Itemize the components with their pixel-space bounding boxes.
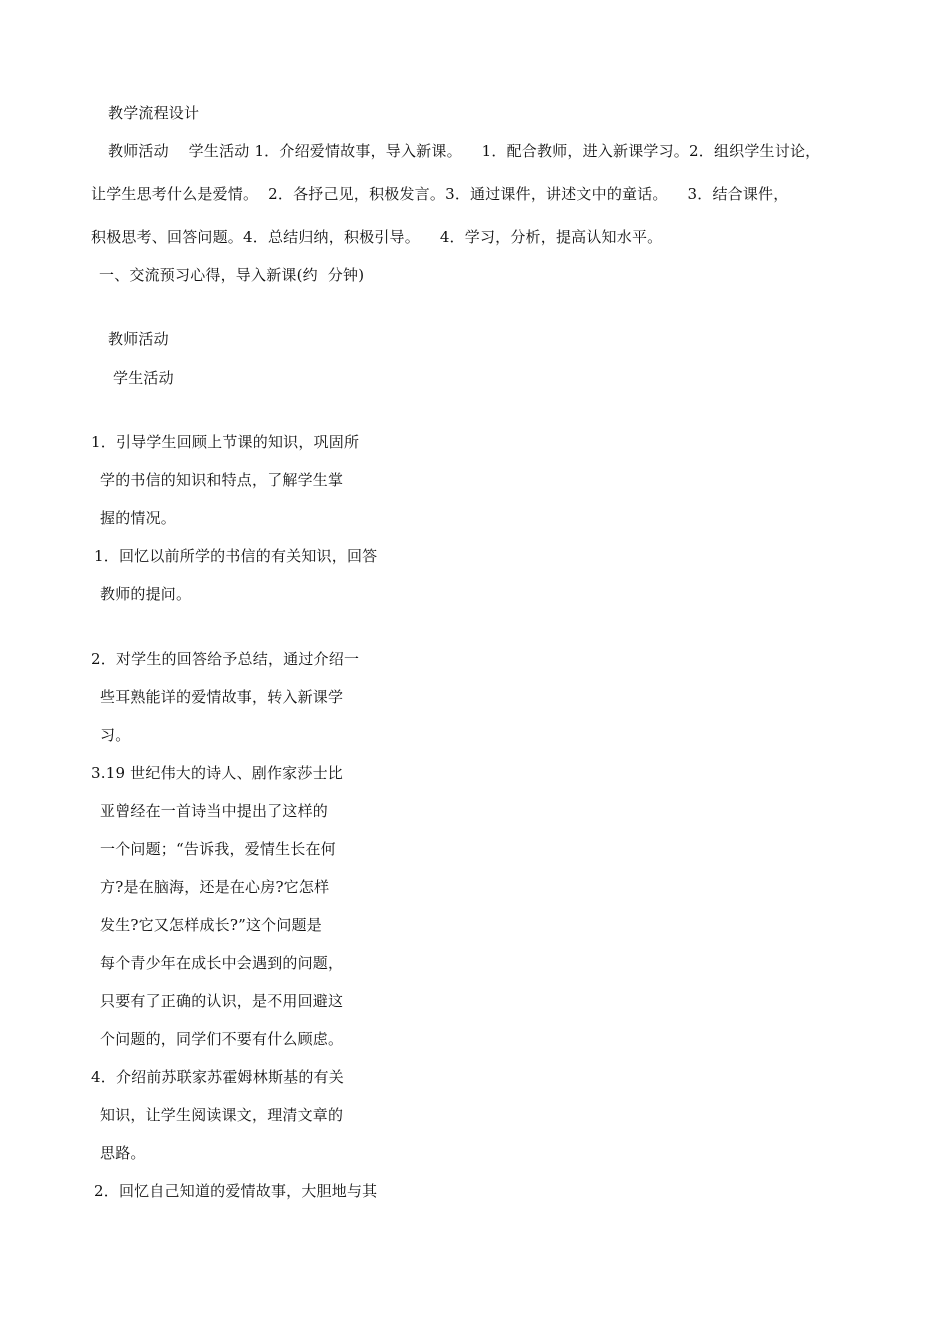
body-line: 每个青少年在成长中会遇到的问题， <box>100 954 344 972</box>
body-line: 3.19 世纪伟大的诗人、剧作家莎士比 <box>91 764 343 782</box>
intro-line-3: 积极思考、回答问题。4．总结归纳，积极引导。 4．学习，分析，提高认知水平。 <box>91 228 663 246</box>
body-line: 一个问题；“告诉我，爱情生长在何 <box>100 840 336 858</box>
column-student-label: 学生活动 <box>113 369 174 387</box>
document-heading: 教学流程设计 <box>108 104 200 122</box>
body-line: 4．介绍前苏联家苏霍姆林斯基的有关 <box>91 1068 344 1086</box>
body-line: 知识，让学生阅读课文，理清文章的 <box>100 1106 344 1124</box>
intro-line-1: 教师活动 学生活动 1．介绍爱情故事，导入新课。 1．配合教师，进入新课学习。2．组织学生讨论， <box>108 142 821 160</box>
body-line: 些耳熟能详的爱情故事，转入新课学 <box>100 688 344 706</box>
body-line: 思路。 <box>100 1144 146 1162</box>
body-line: 学的书信的知识和特点，了解学生掌 <box>100 471 344 489</box>
intro-line-2: 让学生思考什么是爱情。 2．各抒己见，积极发言。3．通过课件，讲述文中的童话。 3．结合课件， <box>91 185 789 203</box>
body-line: 握的情况。 <box>100 509 177 527</box>
body-line: 习。 <box>100 726 131 744</box>
body-line: 2．对学生的回答给予总结，通过介绍一 <box>91 650 360 668</box>
section-title: 一、交流预习心得，导入新课(约 分钟) <box>99 266 365 284</box>
body-line: 方?是在脑海，还是在心房?它怎样 <box>100 878 330 896</box>
column-teacher-label: 教师活动 <box>108 330 169 348</box>
body-line: 亚曾经在一首诗当中提出了这样的 <box>100 802 329 820</box>
body-line: 个问题的，同学们不要有什么顾虑。 <box>100 1030 344 1048</box>
body-line: 教师的提问。 <box>100 585 192 603</box>
body-line: 2．回忆自己知道的爱情故事，大胆地与其 <box>94 1182 378 1200</box>
body-line: 发生?它又怎样成长?”这个问题是 <box>100 916 322 934</box>
body-line: 1．回忆以前所学的书信的有关知识，回答 <box>94 547 378 565</box>
body-line: 1．引导学生回顾上节课的知识，巩固所 <box>91 433 360 451</box>
body-line: 只要有了正确的认识，是不用回避这 <box>100 992 344 1010</box>
